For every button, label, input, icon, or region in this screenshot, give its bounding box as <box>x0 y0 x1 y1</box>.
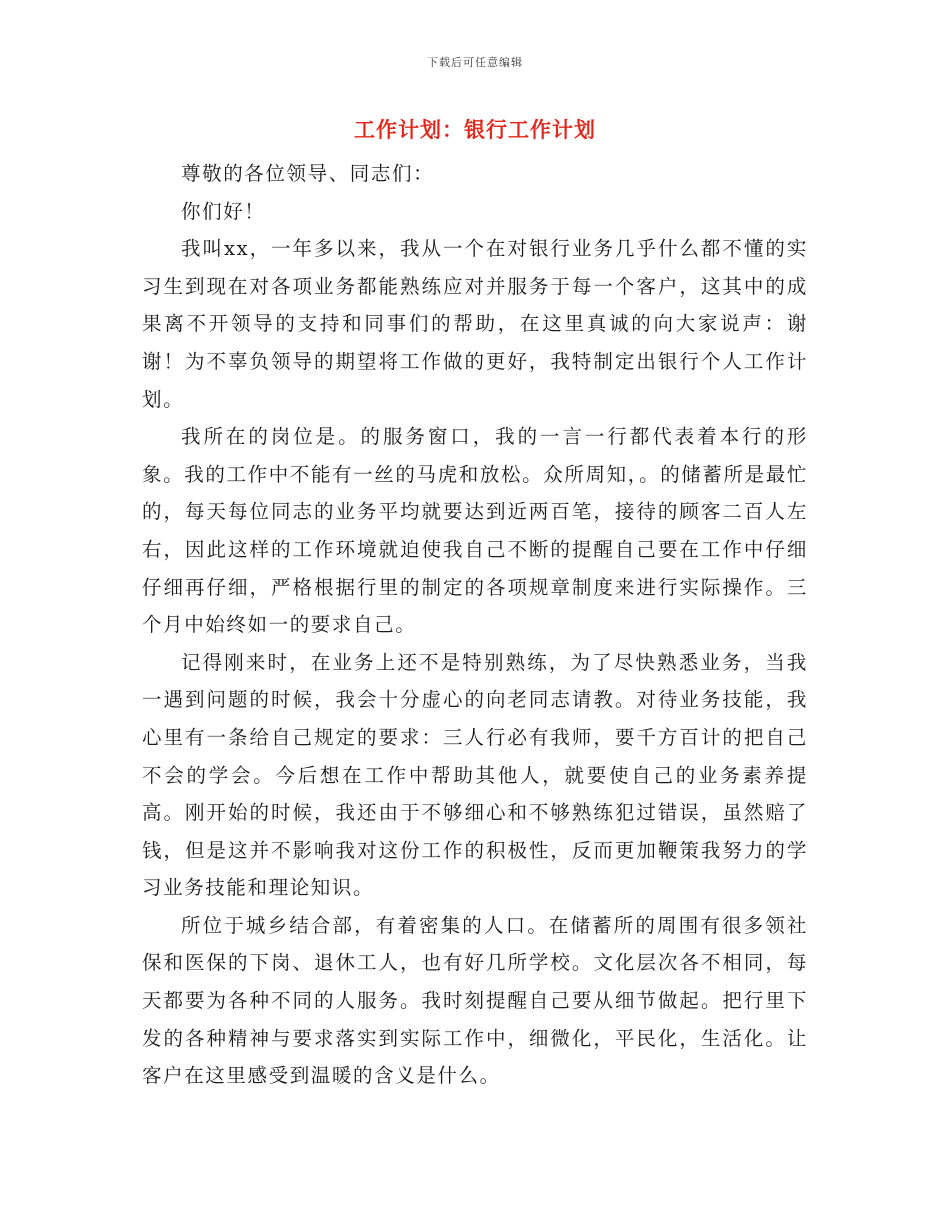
paragraph-location: 所位于城乡结合部，有着密集的人口。在储蓄所的周围有很多领社保和医保的下岗、退休工人，也有好几所学校。文化层次各不相同，每天都要为各种不同的人服务。我时刻提醒自己要从细节做起。把行里下发的各种精神与要求落实到实际工作中，细微化，平民化，生活化。让客户在这里感受到温暖的含义是什么。 <box>142 913 808 1088</box>
greeting: 你们好！ <box>181 199 266 223</box>
salutation: 尊敬的各位领导、同志们： <box>181 162 435 185</box>
paragraph-learning: 记得刚来时，在业务上还不是特别熟练，为了尽快熟悉业务，当我一遇到问题的时候，我会十分虚心的向老同志请教。对待业务技能，我心里有一条给自己规定的要求：三人行必有我师，要千方百计的把自己不会的学会。今后想在工作中帮助其他人，就要使自己的业务素养提高。刚开始的时候，我还由于不够细心和不够熟练犯过错误，虽然赔了钱，但是这并不影响我对这份工作的积极性，反而更加鞭策我努力的学习业务技能和理论知识。 <box>142 650 808 900</box>
header-note: 下载后可任意编辑 <box>427 56 523 69</box>
document-title: 工作计划：银行工作计划 <box>354 117 596 142</box>
paragraph-introduction: 我叫xx，一年多以来，我从一个在对银行业务几乎什么都不懂的实习生到现在对各项业务都能熟练应对并服务于每一个客户，这其中的成果离不开领导的支持和同事们的帮助，在这里真诚的向大家说声：谢谢！为不辜负领导的期望将工作做的更好，我特制定出银行个人工作计划。 <box>142 237 808 411</box>
paragraph-position: 我所在的岗位是。的服务窗口，我的一言一行都代表着本行的形象。我的工作中不能有一丝的马虎和放松。众所周知，。的储蓄所是最忙的，每天每位同志的业务平均就要达到近两百笔，接待的顾客二百人左右，因此这样的工作环境就迫使我自己不断的提醒自己要在工作中仔细仔细再仔细，严格根据行里的制定的各项规章制度来进行实际操作。三个月中始终如一的要求自己。 <box>142 425 808 637</box>
document-body <box>142 155 808 1095</box>
